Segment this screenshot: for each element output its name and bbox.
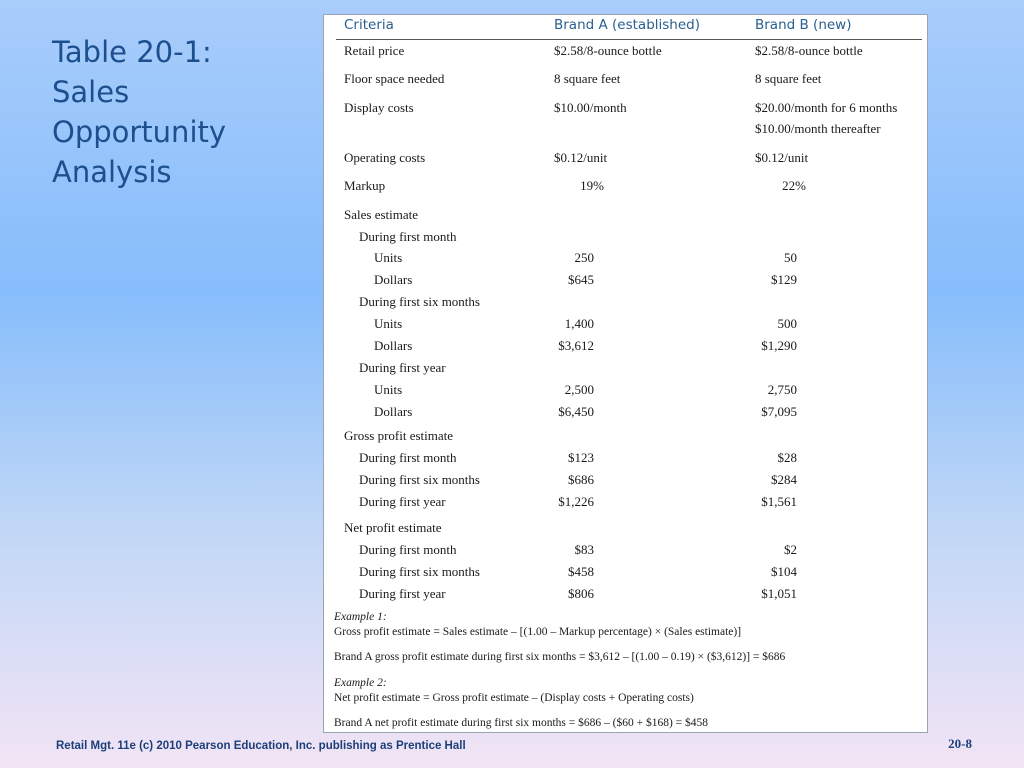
brand-a-value: $6,450 xyxy=(558,404,594,419)
example2-formula: Net profit estimate = Gross profit estimate – (Display costs + Operating costs) xyxy=(334,692,694,704)
table-row xyxy=(324,404,924,422)
table-row xyxy=(324,121,924,139)
table-row xyxy=(324,360,924,378)
slide-title-line: Sales xyxy=(52,75,130,109)
brand-a-value: $645 xyxy=(568,272,594,287)
brand-a-value: 19% xyxy=(580,178,604,193)
brand-a-value: $1,226 xyxy=(558,494,594,509)
table-row xyxy=(324,294,924,312)
brand-a-value: $458 xyxy=(568,564,594,579)
brand-b-value: 50 xyxy=(784,250,797,265)
row-label: During first year xyxy=(359,586,446,601)
footer-copyright: Retail Mgt. 11e (c) 2010 Pearson Education, Inc. publishing as Prentice Hall xyxy=(56,740,466,752)
table-row xyxy=(324,207,924,225)
brand-b-value: $284 xyxy=(771,472,797,487)
example2-calc: Brand A net profit estimate during first six months = $686 – ($60 + $168) = $458 xyxy=(334,717,709,729)
brand-b-value: $10.00/month thereafter xyxy=(755,121,881,136)
table-row xyxy=(324,338,924,356)
table-row xyxy=(324,450,924,468)
brand-a-value: 1,400 xyxy=(564,316,594,331)
brand-b-value: $7,095 xyxy=(761,404,797,419)
brand-b-value: $1,051 xyxy=(761,586,797,601)
row-label: Sales estimate xyxy=(344,207,419,222)
header-criteria: Criteria xyxy=(344,17,394,33)
row-label: During first month xyxy=(359,542,457,557)
row-label: Units xyxy=(374,316,403,331)
brand-b-value: $104 xyxy=(771,564,797,579)
row-label: During first year xyxy=(359,360,446,375)
example1-formula: Gross profit estimate = Sales estimate – [(1.00 – Markup percentage) × (Sales estimate)] xyxy=(334,626,742,638)
brand-b-value: 500 xyxy=(777,316,797,331)
brand-a-value: $10.00/month xyxy=(554,100,627,115)
example1-calc: Brand A gross profit estimate during first six months = $3,612 – [(1.00 – 0.19) × ($3,612)] = $686 xyxy=(334,651,786,663)
header-divider xyxy=(336,39,922,40)
row-label: Dollars xyxy=(374,272,413,287)
table-row xyxy=(324,178,924,196)
row-label: During first six months xyxy=(359,472,480,487)
header-brand-b: Brand B (new) xyxy=(755,17,852,33)
brand-a-value: $686 xyxy=(568,472,594,487)
brand-b-value: $28 xyxy=(777,450,797,465)
brand-b-value: 8 square feet xyxy=(755,71,822,86)
row-label: During first six months xyxy=(359,294,480,309)
brand-b-value: $0.12/unit xyxy=(755,150,809,165)
brand-b-value: $1,561 xyxy=(761,494,797,509)
brand-a-value: 250 xyxy=(574,250,594,265)
brand-b-value: $1,290 xyxy=(761,338,797,353)
brand-a-value: 8 square feet xyxy=(554,71,621,86)
row-label: Floor space needed xyxy=(344,71,445,86)
table-row xyxy=(324,43,924,61)
brand-a-value: $123 xyxy=(568,450,594,465)
row-label: Markup xyxy=(344,178,386,193)
brand-a-value: 2,500 xyxy=(564,382,594,397)
brand-b-value: $2.58/8-ounce bottle xyxy=(755,43,863,58)
table-row xyxy=(324,520,924,538)
brand-b-value: $129 xyxy=(771,272,797,287)
table-row xyxy=(324,564,924,582)
slide-title-line: Analysis xyxy=(52,155,172,189)
row-label: During first year xyxy=(359,494,446,509)
example2-title: Example 2: xyxy=(334,677,387,689)
brand-a-value: $806 xyxy=(568,586,594,601)
brand-b-value: $2 xyxy=(784,542,797,557)
row-label: Units xyxy=(374,250,403,265)
table-row xyxy=(324,229,924,247)
table-row xyxy=(324,472,924,490)
row-label: Units xyxy=(374,382,403,397)
brand-b-value: 2,750 xyxy=(767,382,797,397)
slide-title-line: Table 20-1: xyxy=(52,35,212,69)
row-label: Dollars xyxy=(374,338,413,353)
example1-title: Example 1: xyxy=(334,611,387,623)
table-row xyxy=(324,316,924,334)
table-row xyxy=(324,150,924,168)
slide-title-line: Opportunity xyxy=(52,115,227,149)
row-label: Operating costs xyxy=(344,150,426,165)
table-row xyxy=(324,428,924,446)
row-label: During first six months xyxy=(359,564,480,579)
sales-opportunity-table xyxy=(323,14,928,733)
brand-a-value: $3,612 xyxy=(558,338,594,353)
table-row xyxy=(324,586,924,604)
table-row xyxy=(324,542,924,560)
brand-a-value: $83 xyxy=(574,542,594,557)
row-label: During first month xyxy=(359,450,457,465)
row-label: Display costs xyxy=(344,100,414,115)
row-label: Gross profit estimate xyxy=(344,428,454,443)
row-label: Dollars xyxy=(374,404,413,419)
slide-title xyxy=(52,32,292,192)
table-row xyxy=(324,382,924,400)
table-row xyxy=(324,494,924,512)
brand-a-value: $2.58/8-ounce bottle xyxy=(554,43,662,58)
brand-b-value: 22% xyxy=(782,178,806,193)
table-row xyxy=(324,272,924,290)
row-label: Net profit estimate xyxy=(344,520,442,535)
row-label: Retail price xyxy=(344,43,405,58)
header-brand-a: Brand A (established) xyxy=(554,17,701,33)
table-row xyxy=(324,100,924,118)
page-number: 20-8 xyxy=(948,736,972,751)
row-label: During first month xyxy=(359,229,457,244)
brand-b-value: $20.00/month for 6 months xyxy=(755,100,898,115)
brand-a-value: $0.12/unit xyxy=(554,150,608,165)
table-row xyxy=(324,71,924,89)
table-row xyxy=(324,250,924,268)
